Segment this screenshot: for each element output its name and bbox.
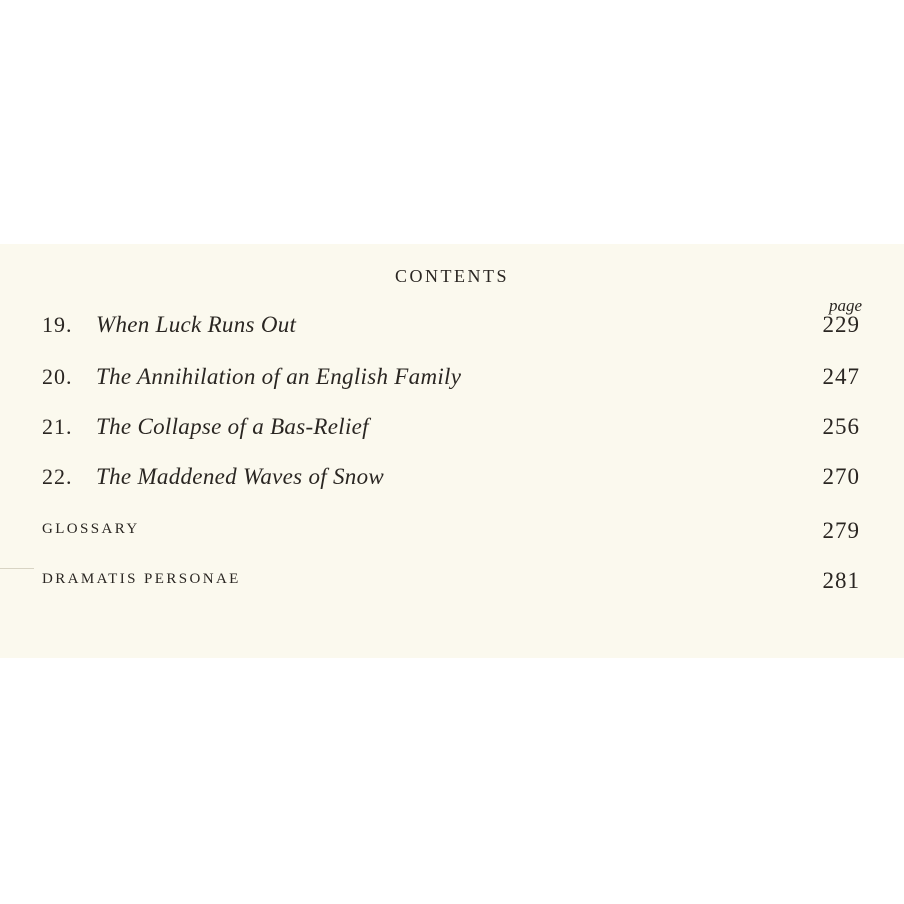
page-number: 229 bbox=[822, 312, 860, 337]
paper-mark bbox=[0, 568, 34, 569]
toc-entry-chapter-22 bbox=[42, 464, 860, 498]
toc-entry-dramatis-personae bbox=[42, 568, 860, 602]
contents-heading: CONTENTS bbox=[395, 266, 509, 286]
chapter-title: When Luck Runs Out bbox=[96, 312, 297, 337]
section-title: DRAMATIS PERSONAE bbox=[42, 571, 241, 587]
chapter-number: 19. bbox=[42, 312, 73, 337]
toc-entry-glossary bbox=[42, 518, 860, 552]
toc-entry-chapter-21 bbox=[42, 414, 860, 448]
page-number: 256 bbox=[822, 414, 860, 439]
page-number: 281 bbox=[822, 568, 860, 593]
page-number: 247 bbox=[822, 364, 860, 389]
page-number: 270 bbox=[822, 464, 860, 489]
chapter-title: The Annihilation of an English Family bbox=[96, 364, 462, 389]
section-title: GLOSSARY bbox=[42, 521, 140, 537]
chapter-number: 20. bbox=[42, 364, 73, 389]
page-column-label: page bbox=[828, 296, 862, 315]
chapter-number: 22. bbox=[42, 464, 73, 489]
toc-entry-chapter-20 bbox=[42, 364, 860, 398]
contents-page bbox=[0, 244, 904, 658]
chapter-number: 21. bbox=[42, 414, 73, 439]
chapter-title: The Collapse of a Bas-Relief bbox=[96, 414, 369, 439]
page-number: 279 bbox=[822, 518, 860, 543]
chapter-title: The Maddened Waves of Snow bbox=[96, 464, 385, 489]
toc-entry-chapter-19 bbox=[42, 312, 860, 346]
